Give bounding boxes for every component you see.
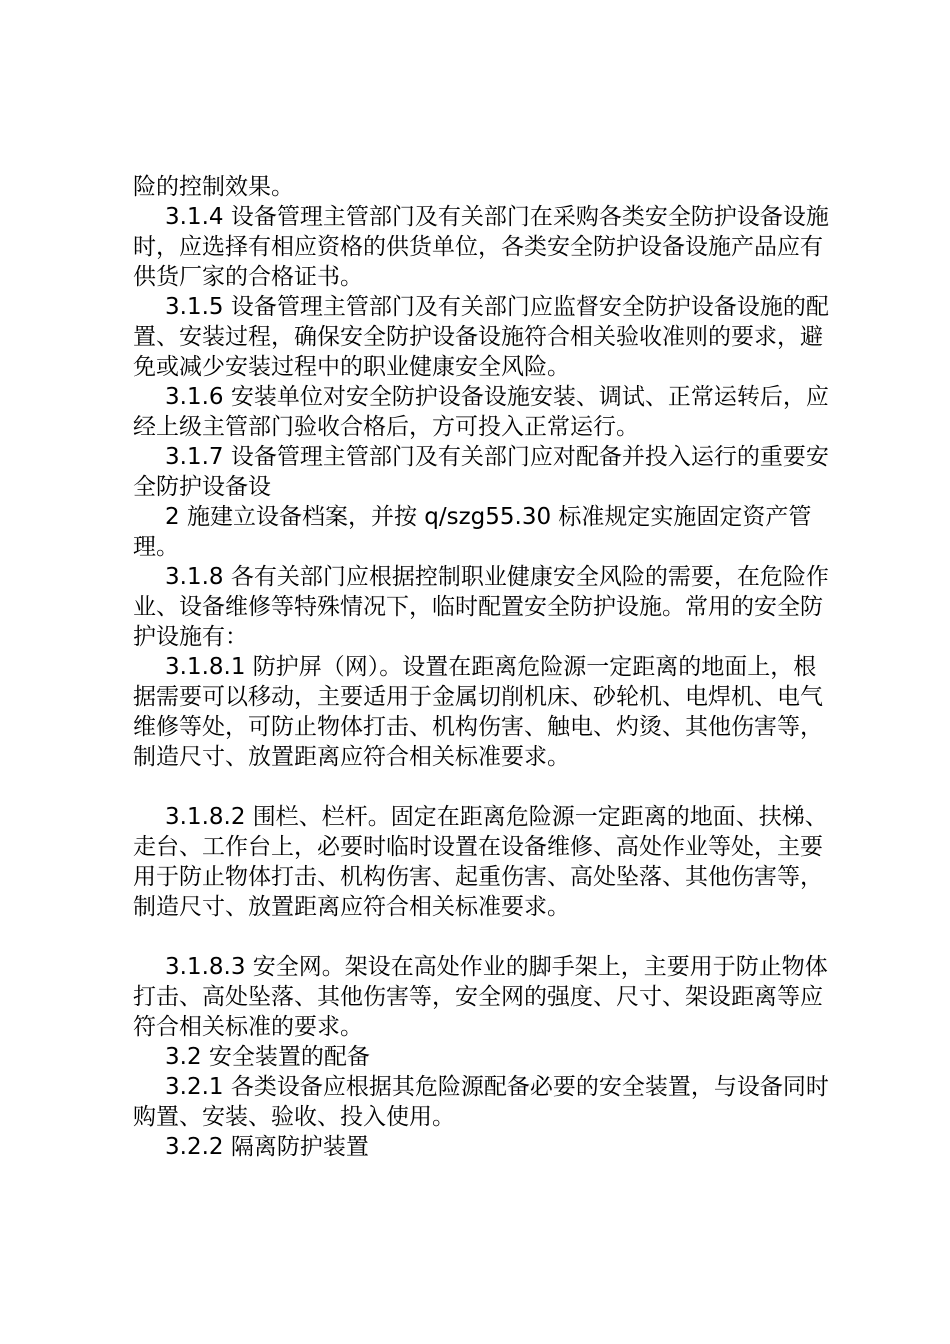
paragraph-3-1-7-continued: 2 施建立设备档案，并按 q/szg55.30 标准规定实施固定资产管理。 [133, 504, 812, 560]
section-heading-3-2: 3.2 安全装置的配备 [165, 1044, 370, 1070]
paragraph-3-1-4: 3.1.4 设备管理主管部门及有关部门在采购各类安全防护设备设施时，应选择有相应资格的供货单位，各类安全防护设备设施产品应有供货厂家的合格证书。 [133, 204, 829, 290]
paragraph-3-1-5: 3.1.5 设备管理主管部门及有关部门应监督安全防护设备设施的配置、安装过程，确保安全防护设备设施符合相关验收准则的要求，避免或减少安装过程中的职业健康安全风险。 [133, 294, 829, 380]
paragraph-3-2-1: 3.2.1 各类设备应根据其危险源配备必要的安全装置，与设备同时购置、安装、验收、投入使用。 [133, 1074, 829, 1130]
paragraph-3-1-6: 3.1.6 安装单位对安全防护设备设施安装、调试、正常运转后，应经上级主管部门验收合格后，方可投入正常运行。 [133, 384, 829, 440]
paragraph-3-1-8-1: 3.1.8.1 防护屏（网）。设置在距离危险源一定距离的地面上，根据需要可以移动，主要适用于金属切削机床、砂轮机、电焊机、电气维修等处，可防止物体打击、机构伤害、触电、灼烫、其他伤害等，制造尺寸、放置距离应符合相关标准要求。 [133, 654, 823, 770]
paragraph-3-1-8-2: 3.1.8.2 围栏、栏杆。固定在距离危险源一定距离的地面、扶梯、走台、工作台上，必要时临时设置在设备维修、高处作业等处，主要用于防止物体打击、机构伤害、起重伤害、高处坠落、其他伤害等，制造尺寸、放置距离应符合相关标准要求。 [133, 804, 828, 920]
document-body [133, 172, 833, 1162]
paragraph-3-1-7: 3.1.7 设备管理主管部门及有关部门应对配备并投入运行的重要安全防护设备设 [133, 444, 829, 500]
paragraph-0: 险的控制效果。 [133, 174, 294, 200]
paragraph-3-2-2: 3.2.2 隔离防护装置 [165, 1134, 369, 1160]
paragraph-3-1-8-3: 3.1.8.3 安全网。架设在高处作业的脚手架上，主要用于防止物体打击、高处坠落、其他伤害等，安全网的强度、尺寸、架设距离等应符合相关标准的要求。 [133, 954, 828, 1040]
paragraph-3-1-8: 3.1.8 各有关部门应根据控制职业健康安全风险的需要，在危险作业、设备维修等特殊情况下，临时配置安全防护设施。常用的安全防护设施有： [133, 564, 829, 650]
